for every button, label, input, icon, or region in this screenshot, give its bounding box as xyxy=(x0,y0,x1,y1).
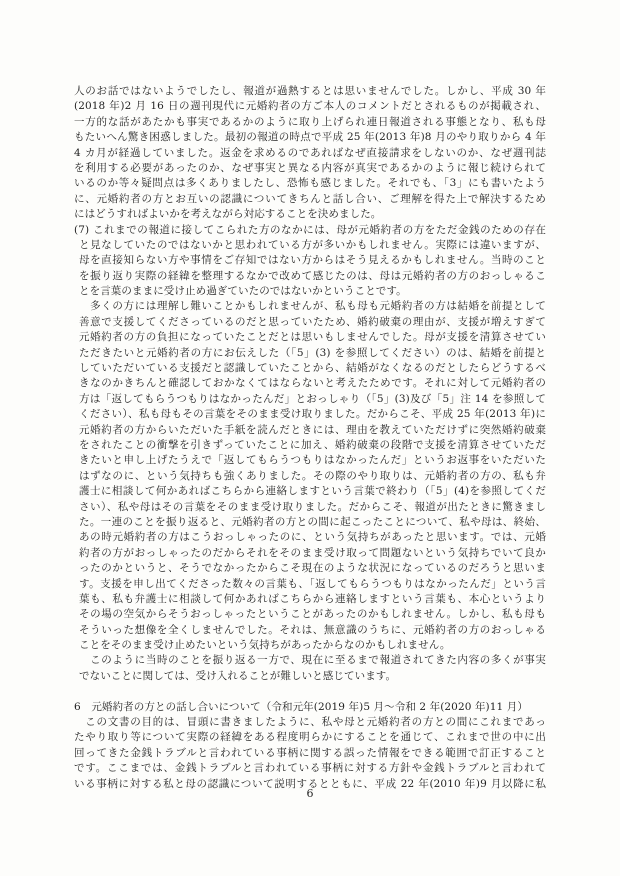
paragraph-continuation-line: 4 カ月が経過していました。返金を求めるのであればなぜ直接請求をしないのか、なぜ週刊誌 xyxy=(74,146,546,159)
paragraph-continuation-line: にはどうすればよいかを考えながら対応することを決めました。 xyxy=(74,208,382,221)
item-7-paragraph-2-line: さい）、私や母はその言葉をそのまま受け取りました。だからこそ、報道が出たときに驚きまし xyxy=(79,500,546,513)
paragraph-continuation-line: (2018 年)2 月 16 日の週刊現代に元婚約者の方ご本人のコメントだとされるものが掲載され、 xyxy=(74,100,546,113)
spacer-line xyxy=(74,684,546,699)
item-7-paragraph-2-line: 善意で支援してくださっているのだと思っていたため、婚約破棄の理由が、支援が増えすぎて xyxy=(79,315,546,328)
page-number: 6 xyxy=(306,787,314,800)
document-text-block xyxy=(74,84,546,792)
item-7-line: と見なしていたのではないかと思われている方が多いかもしれません。実際には違いますが、 xyxy=(79,238,546,251)
section-6-paragraph-1-line: 回ってきた金銭トラブルと言われている事柄に関する誤った情報をできる範囲で訂正すること xyxy=(74,746,546,759)
item-7-paragraph-2-line: た。一連のことを振り返ると、元婚約者の方との間に起こったことについて、私や母は、終始、 xyxy=(79,515,546,528)
item-7-paragraph-3-line: でないことに関しては、受け入れることが難しいと感じています。 xyxy=(79,669,397,682)
item-7-paragraph-2-line: 方は「返してもらうつもりはなかったんだ」とおっしゃり（「5」(3)及び「5」注 14 を参照して xyxy=(79,392,546,405)
item-7-paragraph-2-line: ったのかというと、そうでなかったからこそ現在のような状況になっているのだろうと思いま xyxy=(79,562,546,575)
item-7-paragraph-2-line: 護士に相談して何かあればこちらから連絡しますという言葉で終わり（「5」(4)を参照してくだ xyxy=(79,485,546,498)
item-7-paragraph-2-line: その場の空気からそうおっしゃったということがあったのかもしれません。しかし、私も母も xyxy=(79,608,546,621)
paragraph-continuation-line: もたいへん驚き困惑しました。最初の報道の時点で平成 25 年(2013 年)8 月のやり取りから 4 年 xyxy=(74,131,546,144)
item-7-paragraph-2-line: 元婚約者の方からいただいた手紙を読んだときには、理由を教えていただけずに突然婚約破棄 xyxy=(79,423,546,436)
item-7-paragraph-2-line: をされたことの衝撃を引きずっていたことに加え、婚約破棄の段階で支援を清算させていただ xyxy=(79,438,546,451)
section-6-paragraph-1-line: いる事柄に対する私と母の認識について説明するとともに、平成 22 年(2010 年)9 月以降に私 xyxy=(74,777,546,790)
paragraph-continuation-line: いるのか等々疑問点は多くありましたし、恐怖も感じました。それでも、「3」にも書いたよう xyxy=(74,177,546,190)
item-7-paragraph-2-line: ください）、私も母もその言葉をそのまま受け取りました。だからこそ、平成 25 年(2013 年)に xyxy=(79,408,546,421)
section-6-paragraph-1-line: たやり取り等について実際の経緯をある程度明らかにすることを通じて、これまで世の中に出 xyxy=(74,731,546,744)
item-7-paragraph-2-line: そういった想像を全くしませんでした。それは、無意識のうちに、元婚約者の方のおっしゃる xyxy=(79,623,546,636)
item-7-line: とを言葉のままに受け止め過ぎていたのではないかということです。 xyxy=(79,285,407,298)
paragraph-continuation-line: 一方的な話があたかも事実であるかのように取り上げられ連日報道される事態となり、私も母 xyxy=(74,115,546,128)
item-7-paragraph-2-line: はずなのに、という気持ちも強くありました。その際のやり取りは、元婚約者の方の、私も弁 xyxy=(79,469,546,482)
item-7-line: (7) これまでの報道に接してこられた方のなかには、母が元婚約者の方をただ金銭のための存在 xyxy=(74,223,546,236)
item-7-paragraph-2-line: きたいと申し上げたうえで「返してもらうつもりはなかったんだ」というお返事をいただいた xyxy=(79,454,546,467)
paragraph-continuation-line: を利用する必要があったのか、なぜ事実と異なる内容が真実であるかのように報じ続けられて xyxy=(74,161,546,174)
section-6-paragraph-1-line: です。ここまでは、金銭トラブルと言われている事柄に対する方針や金銭トラブルと言われて xyxy=(74,762,546,775)
item-7-paragraph-2-line: きなのかきちんと確認しておかなくてはならないと考えたためです。それに対して元婚約者の xyxy=(79,377,546,390)
item-7-line: 母を直接知らない方や事情をご存知ではない方からはそう見えるかもしれません。当時のこと xyxy=(79,254,546,267)
section-6-paragraph-1-line: この文書の目的は、冒頭に書きましたように、私や母と元婚約者の方との間にこれまであっ xyxy=(74,716,546,729)
item-7-line: を振り返り実際の経緯を整理するなかで改めて感じたのは、母は元婚約者の方のおっしゃるこ xyxy=(79,269,546,282)
paragraph-continuation-line: に、元婚約者の方とお互いの認識についてきちんと話し合い、ご理解を得た上で解決するため xyxy=(74,192,546,205)
item-7-paragraph-2-line: ただきたいと元婚約者の方にお伝えした（「5」(3) を参照してください）のは、結婚を前提と xyxy=(79,346,546,359)
item-7-paragraph-2-line: 葉も、私も弁護士に相談して何かあればこちらから連絡しますという言葉も、本心というより xyxy=(79,592,546,605)
item-7-paragraph-2-line: 多くの方には理解し難いことかもしれませんが、私も母も元婚約者の方は結婚を前提として xyxy=(79,300,546,313)
item-7-paragraph-2-line: あの時元婚約者の方はこうおっしゃったのに、という気持ちがあったと思います。では、元婚 xyxy=(79,531,546,544)
item-7-paragraph-2-line: 約者の方がおっしゃったのだからそれをそのまま受け取って問題ないという気持ちでいて良か xyxy=(79,546,546,559)
item-7-paragraph-2-line: 元婚約者の方の負担になっていたことだとは思いもしませんでした。母が支援を清算させてい xyxy=(79,331,546,344)
item-7-paragraph-2-line: ことをそのまま受け止めたいという気持ちがあったからなのかもしれません。 xyxy=(79,639,451,652)
section-6-heading-line: 6 元婚約者の方との話し合いについて（令和元年(2019 年)5 月～令和 2 年(2020 年)11 月） xyxy=(74,700,528,713)
item-7-paragraph-3-line: このように当時のことを振り返る一方で、現在に至るまで報道されてきた内容の多くが事実 xyxy=(79,654,546,667)
item-7-paragraph-2-line: す。支援を申し出てくださった数々の言葉も、「返してもらうつもりはなかったんだ」という言 xyxy=(79,577,546,590)
item-7-paragraph-2-line: していただいている支援だと認識していたことから、結婚がなくなるのだとしたらどうするべ xyxy=(79,362,546,375)
paragraph-continuation-line: 人のお話ではないようでしたし、報道が過熱するとは思いませんでした。しかし、平成 30 年 xyxy=(74,85,546,97)
